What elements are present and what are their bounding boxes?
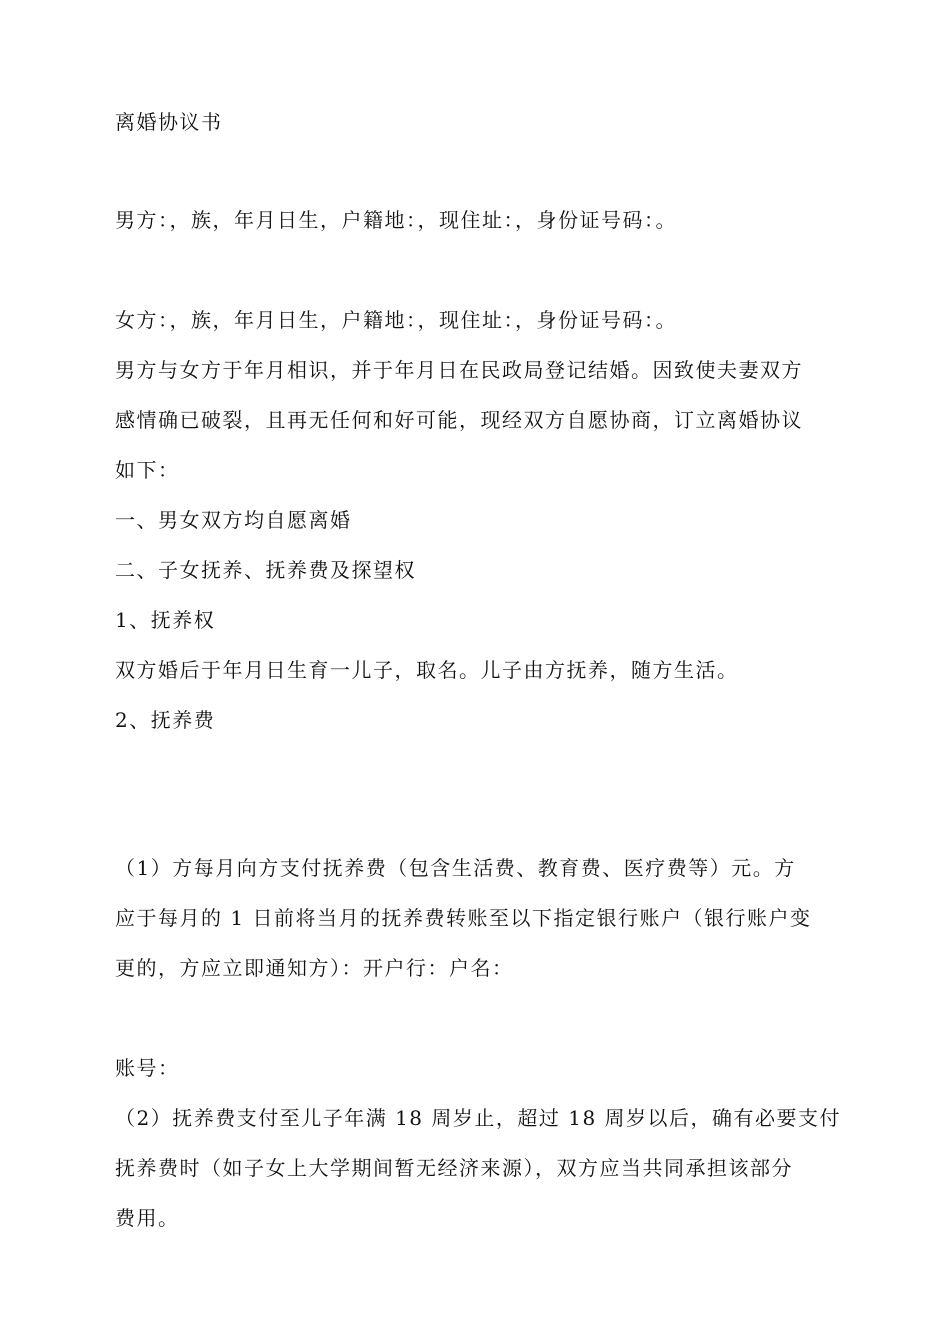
female-party-line: 女方：，族，年月日生，户籍地：，现住址：，身份证号码：。 [115,308,677,332]
document-title: 离婚协议书 [115,110,223,134]
section-heading: 二、子女抚养、抚养费及探望权 [115,558,416,582]
paragraph-line: 男方与女方于年月相识，并于年月日在民政局登记结婚。因致使夫妻双方 [115,358,803,382]
paragraph-line: （2）抚养费支付至儿子年满 18 周岁止，超过 18 周岁以后，确有必要支付 [115,1106,842,1130]
section-heading: 一、男女双方均自愿离婚 [115,508,352,532]
paragraph-line: （1）方每月向方支付抚养费（包含生活费、教育费、医疗费等）元。方 [115,856,796,880]
paragraph-line: 抚养费时（如子女上大学期间暂无经济来源），双方应当共同承担该部分 [115,1156,793,1180]
paragraph-line: 账号： [115,1056,180,1080]
paragraph-line: 应于每月的 1 日前将当月的抚养费转账至以下指定银行账户（银行账户变 [115,906,812,930]
subsection-heading: 1、抚养权 [115,608,216,632]
paragraph-line: 更的，方应立即通知方）：开户行：户名： [115,956,514,980]
subsection-heading: 2、抚养费 [115,708,216,732]
paragraph-line: 费用。 [115,1206,180,1230]
paragraph-line: 感情确已破裂，且再无任何和好可能，现经双方自愿协商，订立离婚协议 [115,408,803,432]
male-party-line: 男方：，族，年月日生，户籍地：，现住址：，身份证号码：。 [115,208,677,232]
paragraph-line: 如下： [115,458,180,482]
paragraph-line: 双方婚后于年月日生育一儿子，取名。儿子由方抚养，随方生活。 [115,658,739,682]
